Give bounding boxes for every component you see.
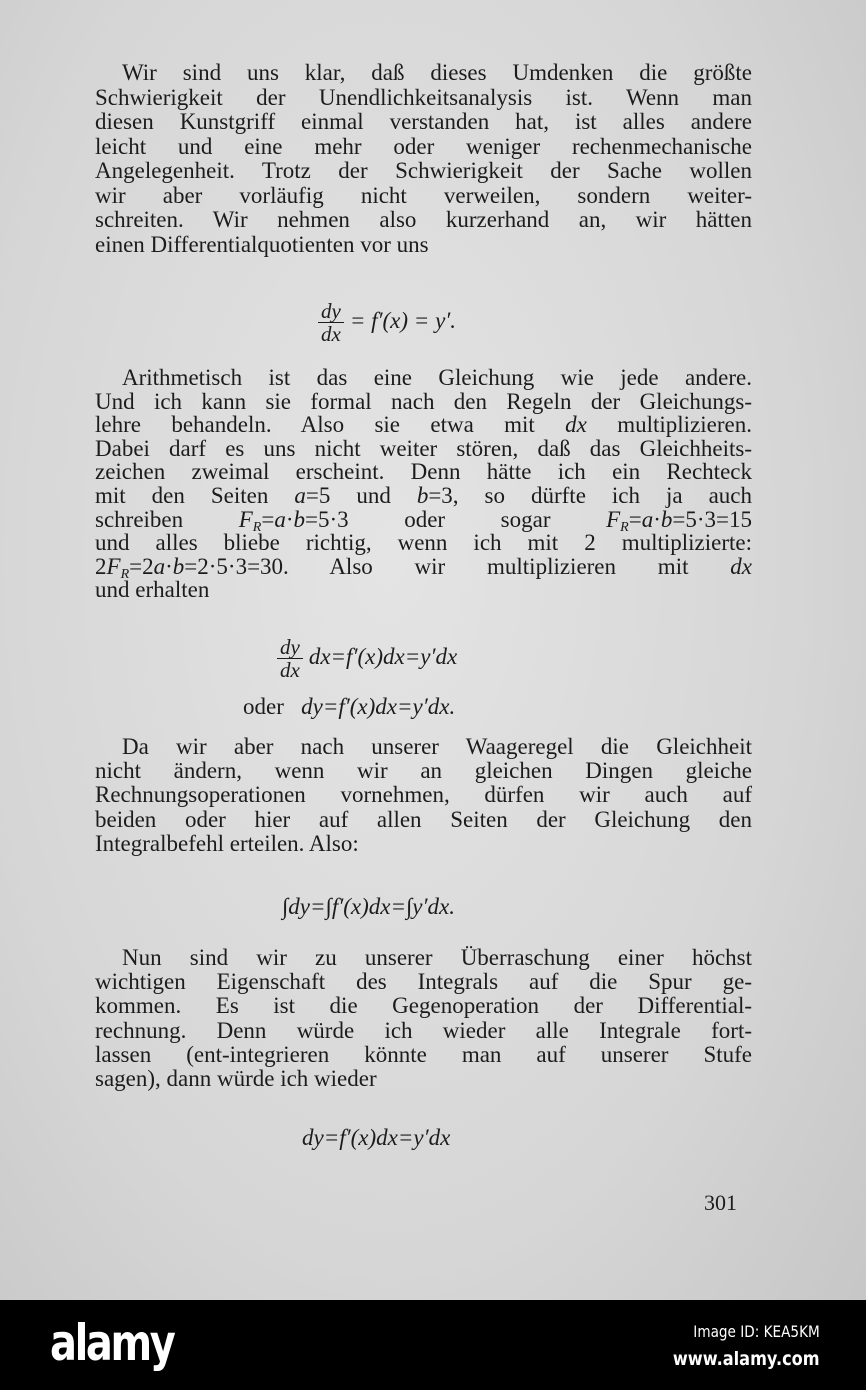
text-line: wir aber vorläufig nicht verweilen, sondern weiter- xyxy=(95,182,752,208)
text-line: Rechnungsoperationen vornehmen, dürfen wir auch auf xyxy=(95,782,752,808)
text-line: Nun sind wir zu unserer Überraschung einer höchst xyxy=(122,945,752,970)
text-line: Angelegenheit. Trotz der Schwierigkeit der Sache wollen xyxy=(95,158,752,183)
formula-multiply-dx: $\frac{dy}{dx}$ dx=f′(x)dx=y′dx xyxy=(277,636,457,681)
formula-integral: ∫dy=∫f′(x)dx=∫y′dx. xyxy=(282,894,456,919)
text-line: schreiten. Wir nehmen also kurzerhand an, wir hätten xyxy=(95,207,752,232)
site-url: www.alamy.com xyxy=(673,1348,820,1370)
formula-differential-final: dy=f′(x)dx=y′dx xyxy=(302,1125,451,1150)
text-line: und alles bliebe richtig, wenn ich mit 2 multiplizierte: xyxy=(95,530,752,556)
image-id: Image ID: KEA5KM xyxy=(693,1322,820,1341)
text-line: beiden oder hier auf allen Seiten der Gleichung den xyxy=(95,806,752,832)
formula-derivative: $\frac{dy}{dx}$ = f′(x) = y′. xyxy=(318,300,456,345)
text-line: Schwierigkeit der Unendlichkeitsanalysis ist. Wenn man xyxy=(95,84,752,110)
text-line: $2F_R=2a\cdot b=2\cdot 5\cdot 3=30$. Also wir multiplizieren mit dx xyxy=(95,553,752,582)
text-line: rechnung. Denn würde ich wieder alle Integrale fort- xyxy=(95,1017,752,1043)
text-line: Arithmetisch ist das eine Gleichung wie jede andere. xyxy=(122,365,752,390)
formula-differential: oder dy=f′(x)dx=y′dx. xyxy=(243,694,456,719)
text-line: schreiben $F_R=a\cdot b=5\cdot 3$ oder sogar $F_R=a\cdot b=5\cdot 3=15$ xyxy=(95,506,752,535)
text-line: leicht und eine mehr oder weniger rechenmechanische xyxy=(95,133,752,159)
text-line: wichtigen Eigenschaft des Integrals auf die Spur ge- xyxy=(95,969,752,995)
text-line: Da wir aber nach unserer Waageregel die Gleichheit xyxy=(122,734,752,759)
text-line: kommen. Es ist die Gegenoperation der Differential- xyxy=(95,993,752,1019)
text-line: Dabei darf es uns nicht weiter stören, daß das Gleichheits- xyxy=(95,435,752,461)
text-line: lassen (ent-integrieren könnte man auf unserer Stufe xyxy=(95,1041,752,1067)
text-line: einen Differentialquotienten vor uns xyxy=(95,231,429,257)
page-number: 301 xyxy=(704,1190,737,1215)
paragraph-1 xyxy=(95,61,752,257)
alamy-logo: alamy xyxy=(50,1314,174,1372)
text-line: sagen), dann würde ich wieder xyxy=(95,1065,377,1091)
paragraph-2 xyxy=(95,366,752,602)
text-line: und erhalten xyxy=(95,577,210,603)
text-line: Wir sind uns klar, daß dieses Umdenken die größte xyxy=(122,60,752,85)
paragraph-3 xyxy=(95,735,752,856)
text-line: Und ich kann sie formal nach den Regeln der Gleichungs- xyxy=(95,388,752,414)
text-line: mit den Seiten a=5 und b=3, so dürfte ich ja auch xyxy=(95,482,753,508)
text-line: nicht ändern, wenn wir an gleichen Dingen gleiche xyxy=(95,758,752,784)
text-line: diesen Kunstgriff einmal verstanden hat, ist alles andere xyxy=(95,109,752,134)
text-line: lehre behandeln. Also sie etwa mit dx multiplizieren. xyxy=(95,412,752,438)
watermark-footer xyxy=(0,1300,866,1390)
text-line: zeichen zweimal erscheint. Denn hätte ich ein Rechteck xyxy=(95,459,752,485)
paragraph-4 xyxy=(95,946,752,1091)
text-line: Integralbefehl erteilen. Also: xyxy=(95,830,359,856)
